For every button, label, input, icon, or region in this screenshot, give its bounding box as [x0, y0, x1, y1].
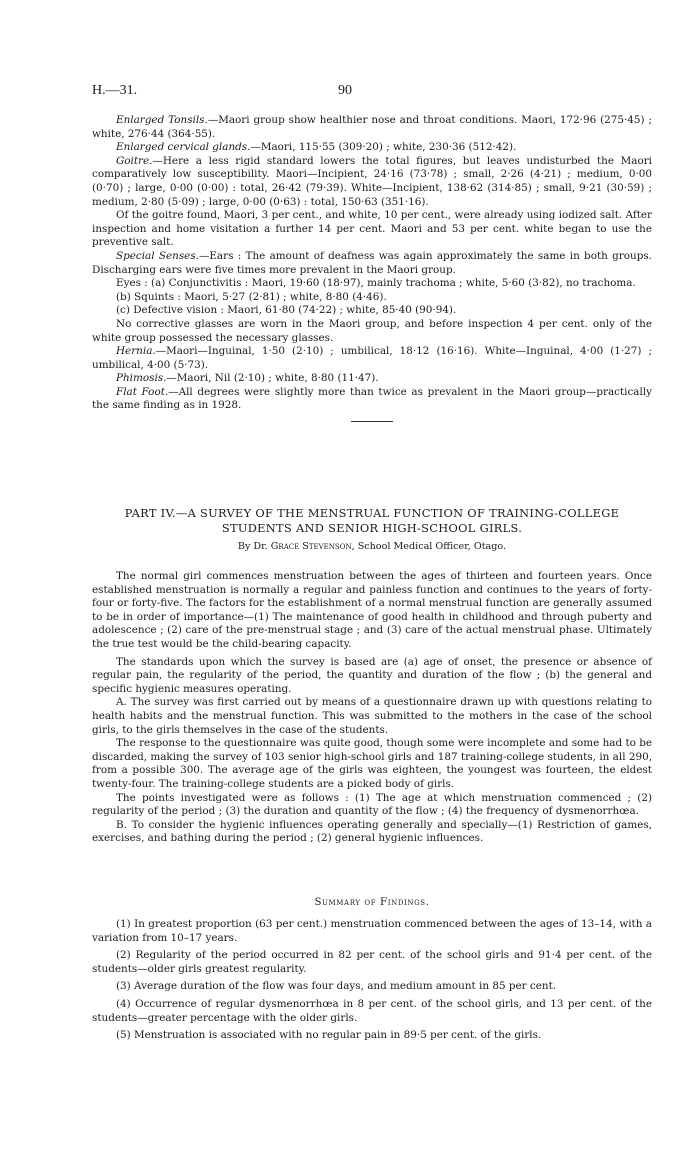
squints-paragraph: (b) Squints : Maori, 5·27 (2·81) ; white, 8·80 (4·46).	[116, 290, 387, 303]
questionnaire-paragraph: A. The survey was first carried out by means of a questionnaire drawn up with questions relating to health habits and the menstrual function. This was submitted to the mothers in the case of the school girls, to the girls themselves in the case of the students.	[92, 696, 652, 736]
finding-item: (4) Occurrence of regular dysmenorrhœa in 8 per cent. of the school girls, and 13 per cent. of the students—greater percentage with the older girls.	[92, 997, 652, 1024]
flat-foot-paragraph: Flat Foot.—All degrees were slightly more than twice as prevalent in the Maori group—practically the same finding as in 1928.	[92, 385, 652, 412]
finding-item: (5) Menstruation is associated with no regular pain in 89·5 per cent. of the girls.	[116, 1029, 542, 1042]
page-number: 90	[338, 83, 352, 98]
summary-heading: Summary of Findings.	[314, 897, 430, 908]
finding-item: (1) In greatest proportion (63 per cent.) menstruation commenced between the ages of 13–14, with a variation from 10–17 years.	[92, 918, 652, 944]
part3-findings	[92, 114, 652, 422]
page-header	[92, 84, 652, 100]
part4-body	[92, 570, 652, 846]
part4-title-line2: STUDENTS AND SENIOR HIGH-SCHOOL GIRLS.	[221, 521, 523, 535]
findings-list	[92, 918, 652, 1043]
part4-title-block	[92, 506, 652, 554]
glands-paragraph: Enlarged cervical glands.—Maori, 115·55 (309·20) ; white, 230·36 (512·42).	[116, 141, 517, 154]
goitre-paragraph: Goitre.—Here a less rigid standard lowers the total figures, but leaves undisturbed the Maori comparatively low susceptibility. Maori—Incipient, 24·16 (73·78) ; small, 2·26 (4·21) ; medium, 0·00 (0·70) ; large, 0·00 (0·00) : total, 26·42 (79·39). White—Incipient, 138·62 (314·85) ; small, 9·21 (30·59) ; medium, 2·80 (5·09) ; large, 0·00 (0·63) : total, 150·63 (351·16).	[92, 154, 652, 208]
author-byline: By Dr. Grace Stevenson, School Medical Officer, Otago.	[237, 541, 507, 552]
part4-title-line1: PART IV.—A SURVEY OF THE MENSTRUAL FUNCTION OF TRAINING-COLLEGE	[124, 506, 620, 520]
phimosis-paragraph: Phimosis.—Maori, Nil (2·10) ; white, 8·80 (11·47).	[116, 372, 379, 385]
hygienic-paragraph: B. To consider the hygienic influences operating generally and specially—(1) Restriction of games, exercises, and bathing during the period ; (2) general hygienic influences.	[92, 818, 652, 845]
finding-item: (3) Average duration of the flow was four days, and medium amount in 85 per cent.	[116, 980, 557, 993]
points-paragraph: The points investigated were as follows : (1) The age at which menstruation commenced ; (2) regularity of the period ; (3) the duration and quantity of the flow ; (4) the frequency of dysmenorrhœa.	[92, 791, 652, 818]
finding-item: (2) Regularity of the period occurred in 82 per cent. of the school girls and 91·4 per cent. of the students—older girls greatest regularity.	[92, 949, 652, 975]
goitre-iodized-paragraph: Of the goitre found, Maori, 3 per cent., and white, 10 per cent., were already using iodized salt. After inspection and home visitation a further 14 per cent. Maori and 53 per cent. white began to use the preventive salt.	[92, 209, 652, 249]
response-paragraph: The response to the questionnaire was quite good, though some were incomplete and some had to be discarded, making the survey of 103 senior high-school girls and 187 training-college students, in all 290, from a possible 300. The average age of the girls was eighteen, the youngest was fourteen, the eldest twenty-four. The training-college students are a picked body of girls.	[92, 737, 652, 790]
eyes-paragraph: Eyes : (a) Conjunctivitis : Maori, 19·60 (18·97), mainly trachoma ; white, 5·60 (3·82), no trachoma.	[116, 277, 636, 290]
tonsils-paragraph: Enlarged Tonsils.—Maori group show healthier nose and throat conditions. Maori, 172·96 (275·45) ; white, 276·44 (364·55).	[92, 114, 653, 140]
hernia-paragraph: Hernia.—Maori—Inguinal, 1·50 (2·10) ; umbilical, 18·12 (16·16). White—Inguinal, 4·00 (1·27) ; umbilical, 4·00 (5·73).	[92, 345, 652, 371]
summary-section	[92, 896, 652, 910]
standards-paragraph: The standards upon which the survey is based are (a) age of onset, the presence or absence of regular pain, the regularity of the period, the quantity and duration of the flow ; (b) the general and specific hygienic measures operating.	[92, 655, 652, 695]
vision-paragraph: (c) Defective vision : Maori, 61·80 (74·22) ; white, 85·40 (90·94).	[116, 304, 457, 317]
section-divider	[351, 421, 393, 422]
intro-paragraph: The normal girl commences menstruation between the ages of thirteen and fourteen years. Once established menstruation is normally a regular and painless function and continues to the years of forty-four or forty-five. The factors for the establishment of a normal menstrual function are generally assumed to be in order of importance—(1) The maintenance of good health in childhood and through puberty and adolescence ; (2) care of the pre-menstrual stage ; and (3) care of the actual menstrual phase. Ultimately the true test would be the child-bearing capacity.	[92, 570, 652, 650]
glasses-paragraph: No corrective glasses are worn in the Maori group, and before inspection 4 per cent. only of the white group possessed the necessary glasses.	[92, 317, 652, 344]
special-senses-paragraph: Special Senses.—Ears : The amount of deafness was again approximately the same in both groups. Discharging ears were five times more prevalent in the Maori group.	[92, 249, 652, 276]
document-reference: H.—31.	[92, 83, 138, 98]
